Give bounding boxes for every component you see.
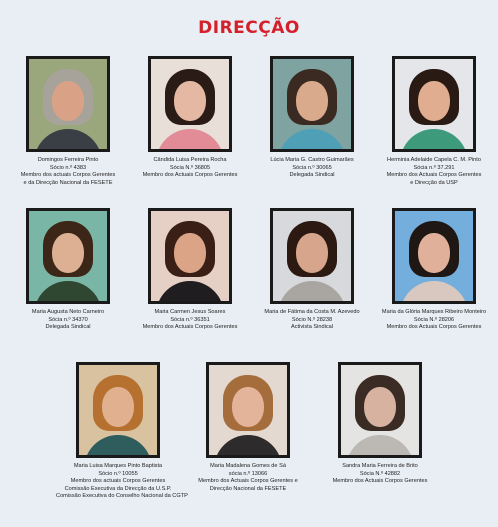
member-photo (26, 56, 110, 152)
member-photo (392, 208, 476, 304)
member-caption (318, 463, 442, 486)
member-caption (372, 309, 496, 332)
member-detail: Membro dos Actuais Corpos Gerentes (142, 324, 238, 331)
member-detail: Delegada Sindical (45, 324, 91, 331)
member-caption (128, 157, 252, 180)
member-card (128, 56, 252, 180)
member-detail: Sócio N.º 28238 (291, 316, 333, 323)
member-card (128, 208, 252, 332)
member-card (372, 56, 496, 187)
member-photo (206, 362, 290, 458)
member-detail: Membro dos Actuais Corpos Gerentes (142, 172, 238, 179)
portrait-face (364, 387, 396, 427)
member-name: Maria Carmen Jesus Soares (154, 309, 226, 315)
member-detail: Comissão Executiva do Conselho Nacional da CGTP (56, 493, 188, 500)
member-detail: Membro dos Actuais Corpos Gerentes (386, 324, 482, 331)
portrait-face (174, 81, 206, 121)
member-photo (148, 208, 232, 304)
member-detail: e Direcção da USP (410, 179, 458, 186)
member-detail: Membro dos Actuais Corpos Gerentes (386, 172, 482, 179)
portrait-body (84, 435, 152, 455)
member-detail: Sócio n.º 10055 (98, 470, 138, 477)
member-detail: Sócia N.º 28206 (413, 316, 455, 323)
member-detail: Sócio n.º 4383 (49, 164, 87, 171)
member-name: Maria Madalena Gomes de Sá (210, 463, 286, 469)
member-photo (392, 56, 476, 152)
member-detail: Sócia N.º 36805 (169, 164, 211, 171)
member-caption (56, 463, 188, 501)
member-detail: Membro dos actuais Corpos Gerentes (70, 478, 166, 485)
member-detail: Sócia n.º 37.291 (413, 164, 455, 171)
portrait-body (278, 281, 346, 301)
portrait-face (418, 233, 450, 273)
portrait-body (156, 129, 224, 149)
portrait-face (232, 387, 264, 427)
member-detail: Comissão Executiva da Direcção da U.S.P. (64, 485, 172, 492)
member-card (372, 208, 496, 332)
member-caption (186, 463, 310, 493)
portrait-face (296, 81, 328, 121)
member-detail: e da Direcção Nacional da FESETE (23, 179, 113, 186)
member-name: Domingos Ferreira Pinto (37, 157, 99, 163)
member-name: Herminia Adelaide Capela C. M. Pinto (387, 157, 481, 163)
member-detail: Activista Sindical (291, 324, 333, 331)
portrait-face (418, 81, 450, 121)
member-detail: Sócia n.º 30065 (292, 164, 332, 171)
member-caption (6, 157, 130, 187)
portrait-body (34, 281, 102, 301)
portrait-face (296, 233, 328, 273)
member-detail: Sócia N.º 42882 (359, 470, 401, 477)
member-caption (372, 157, 496, 187)
portrait-face (52, 233, 84, 273)
member-name: Maria de Fátima da Costa M. Azevedo (264, 309, 360, 315)
member-detail: sócia n.º 13066 (228, 470, 268, 477)
member-card (250, 56, 374, 180)
portrait-body (400, 281, 468, 301)
page-title: DIRECÇÃO (198, 18, 300, 38)
member-name: Maria Augusta Neto Carneiro (31, 309, 105, 315)
member-detail: Delegada Sindical (289, 172, 335, 179)
member-detail: Membro dos actuais Corpos Gerentes (20, 172, 116, 179)
member-detail: Membro dos Actuais Corpos Gerentes e (198, 478, 298, 485)
member-detail: Membro dos Actuais Corpos Gerentes (332, 478, 428, 485)
member-photo (270, 56, 354, 152)
member-detail: Sócia n.º 34370 (48, 316, 88, 323)
member-card (186, 362, 310, 493)
member-name: Maria Luisa Marques Pinto Baptista (73, 463, 163, 469)
member-photo (338, 362, 422, 458)
member-name: Sandra Maria Ferreira de Brito (342, 463, 418, 469)
member-detail: Sócia n.º 36351 (170, 316, 210, 323)
portrait-face (174, 233, 206, 273)
member-name: Lúcia Maria G. Castro Guimarães (270, 157, 354, 163)
member-photo (26, 208, 110, 304)
member-card (6, 208, 130, 332)
portrait-body (400, 129, 468, 149)
member-photo (148, 56, 232, 152)
member-name: Cândida Luisa Pereira Rocha (153, 157, 227, 163)
portrait-body (34, 129, 102, 149)
member-card (250, 208, 374, 332)
member-photo (270, 208, 354, 304)
portrait-body (214, 435, 282, 455)
member-caption (128, 309, 252, 332)
member-caption (250, 157, 374, 180)
member-detail: Direcção Nacional da FESETE (209, 485, 287, 492)
member-card (56, 362, 188, 501)
member-caption (6, 309, 130, 332)
member-card (318, 362, 442, 486)
member-photo (76, 362, 160, 458)
portrait-face (102, 387, 134, 427)
portrait-body (278, 129, 346, 149)
portrait-face (52, 81, 84, 121)
portrait-body (346, 435, 414, 455)
member-name: Maria da Glória Marques Ribeiro Monteiro (381, 309, 487, 315)
portrait-body (156, 281, 224, 301)
member-card (6, 56, 130, 187)
member-caption (250, 309, 374, 332)
